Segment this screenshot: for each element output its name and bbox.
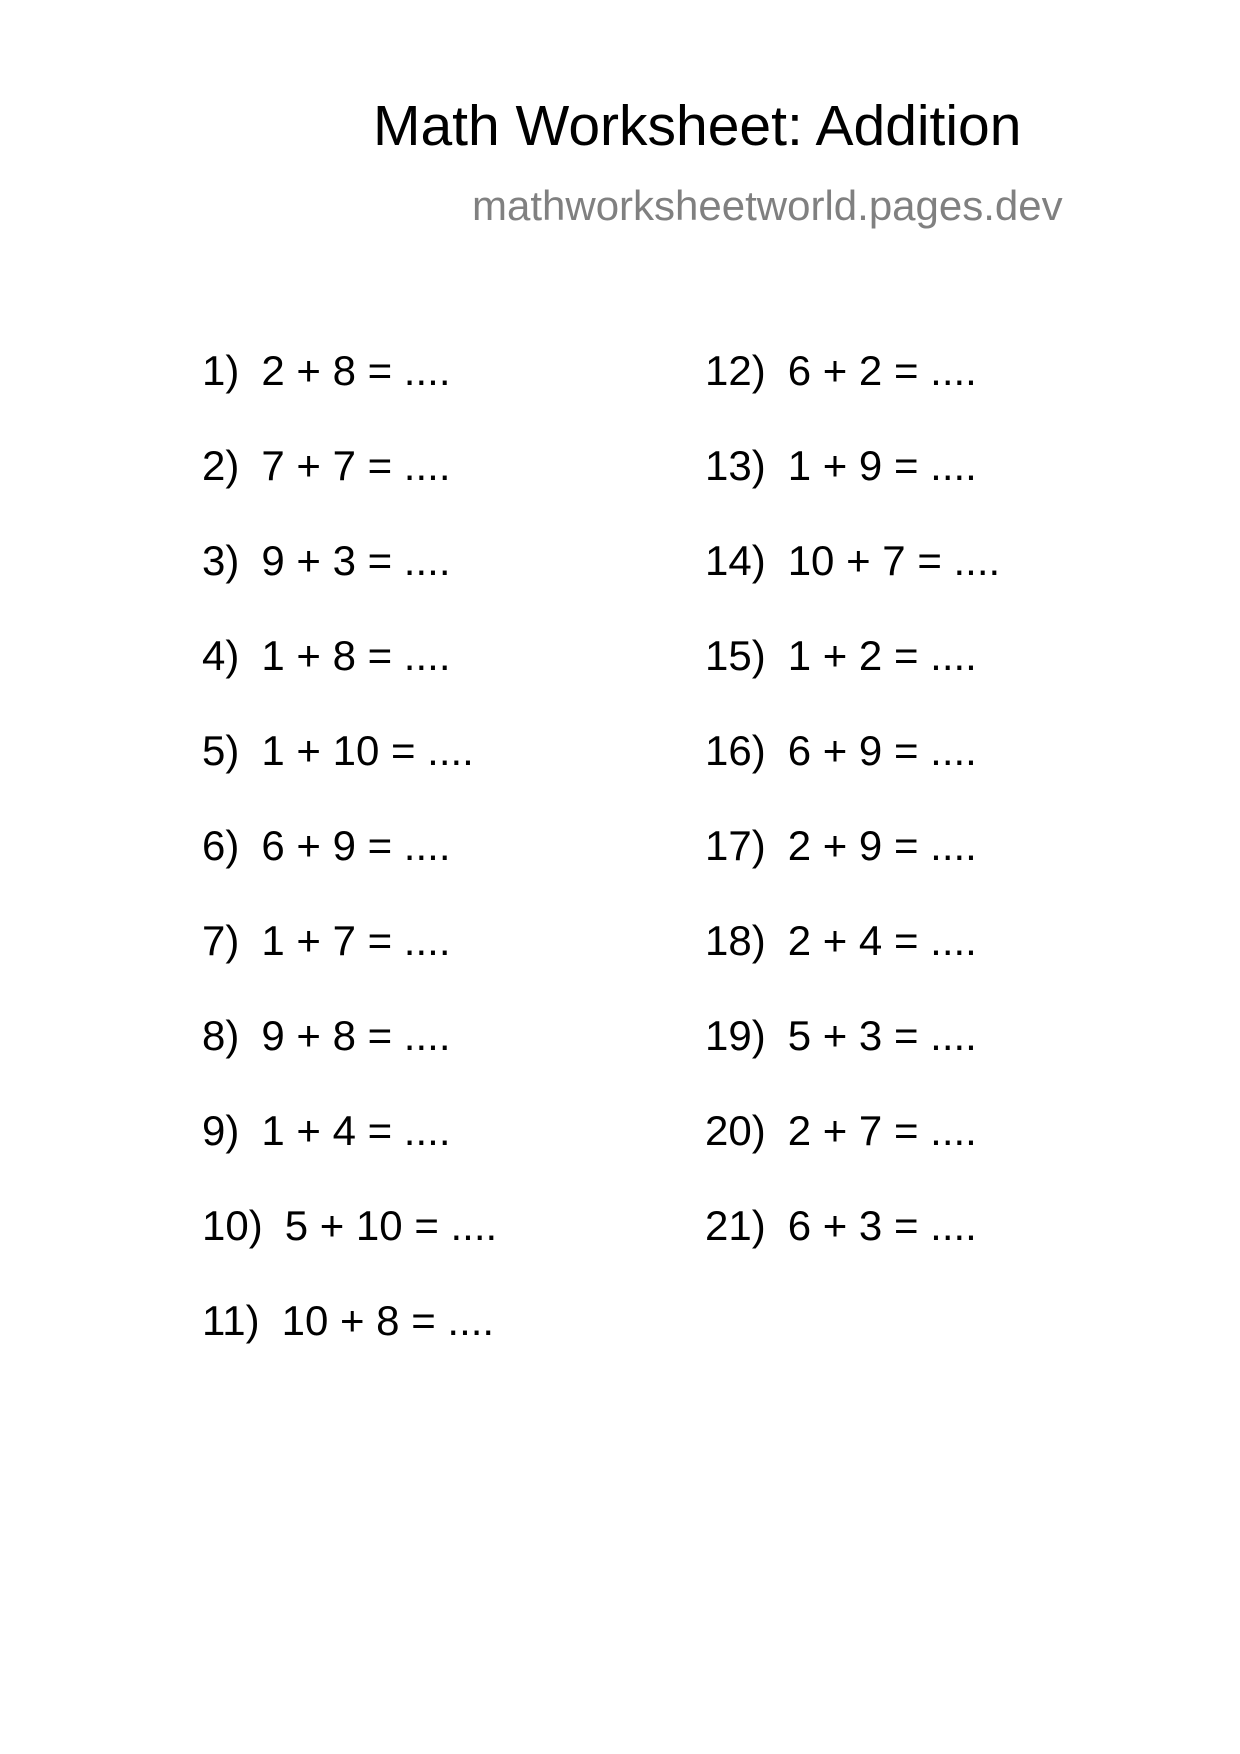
problem-expression: 1 + 9 = .... (787, 442, 977, 489)
problem-item (705, 1202, 1000, 1300)
problem-item (202, 1107, 497, 1205)
worksheet-title: Math Worksheet: Addition (373, 94, 1022, 158)
problem-number: 12) (705, 347, 766, 394)
problem-expression: 6 + 9 = .... (261, 822, 451, 869)
problem-expression: 1 + 2 = .... (787, 632, 977, 679)
problem-expression: 9 + 8 = .... (261, 1012, 451, 1059)
problem-column-left (202, 347, 498, 1395)
problem-number: 5) (202, 727, 240, 774)
problem-expression: 2 + 8 = .... (261, 347, 451, 394)
problem-expression: 10 + 7 = .... (787, 537, 1001, 584)
problem-number: 8) (202, 1012, 240, 1059)
problem-item (202, 1202, 498, 1300)
problem-item (705, 1012, 1000, 1110)
problem-item (202, 347, 497, 445)
problem-number: 13) (705, 442, 766, 489)
problem-number: 15) (705, 632, 766, 679)
problem-number: 18) (705, 917, 766, 964)
problem-item (202, 917, 497, 1015)
problem-expression: 1 + 7 = .... (261, 917, 451, 964)
problem-item (705, 917, 1000, 1015)
problem-expression: 5 + 10 = .... (284, 1202, 498, 1249)
problem-expression: 1 + 10 = .... (261, 727, 474, 774)
problem-item (705, 822, 1000, 920)
problem-item (705, 1107, 1000, 1205)
problem-number: 4) (202, 632, 240, 679)
problem-number: 3) (202, 537, 240, 584)
problem-number: 17) (705, 822, 766, 869)
problem-item (202, 822, 497, 920)
problem-number: 20) (705, 1107, 766, 1154)
problem-item (705, 442, 1000, 540)
problem-item (705, 347, 1000, 445)
problem-expression: 6 + 3 = .... (787, 1202, 977, 1249)
problem-number: 2) (202, 442, 240, 489)
problem-number: 7) (202, 917, 240, 964)
problem-item (202, 537, 497, 635)
problem-expression: 2 + 7 = .... (787, 1107, 977, 1154)
problem-item (705, 632, 1000, 730)
problem-expression: 5 + 3 = .... (787, 1012, 977, 1059)
problem-item (202, 1012, 497, 1110)
problem-expression: 1 + 8 = .... (261, 632, 451, 679)
problem-item (202, 1297, 497, 1395)
problem-number: 10) (202, 1202, 263, 1249)
problem-expression: 7 + 7 = .... (261, 442, 451, 489)
problem-item (202, 632, 497, 730)
problem-expression: 9 + 3 = .... (261, 537, 451, 584)
worksheet-source: mathworksheetworld.pages.dev (472, 182, 1063, 229)
problem-item (705, 537, 1001, 635)
problem-expression: 2 + 9 = .... (787, 822, 977, 869)
problem-expression: 1 + 4 = .... (261, 1107, 451, 1154)
problem-number: 6) (202, 822, 240, 869)
problem-number: 21) (705, 1202, 766, 1249)
problem-number: 9) (202, 1107, 240, 1154)
problem-item (202, 442, 497, 540)
problem-number: 11) (202, 1297, 260, 1344)
problem-column-right (705, 347, 1001, 1300)
problem-expression: 2 + 4 = .... (787, 917, 977, 964)
problem-expression: 6 + 2 = .... (787, 347, 977, 394)
problem-item (202, 727, 497, 825)
problem-expression: 6 + 9 = .... (787, 727, 977, 774)
problem-item (705, 727, 1000, 825)
problem-number: 1) (202, 347, 240, 394)
problem-number: 14) (705, 537, 766, 584)
problem-number: 16) (705, 727, 766, 774)
problem-expression: 10 + 8 = .... (281, 1297, 495, 1344)
problem-number: 19) (705, 1012, 766, 1059)
